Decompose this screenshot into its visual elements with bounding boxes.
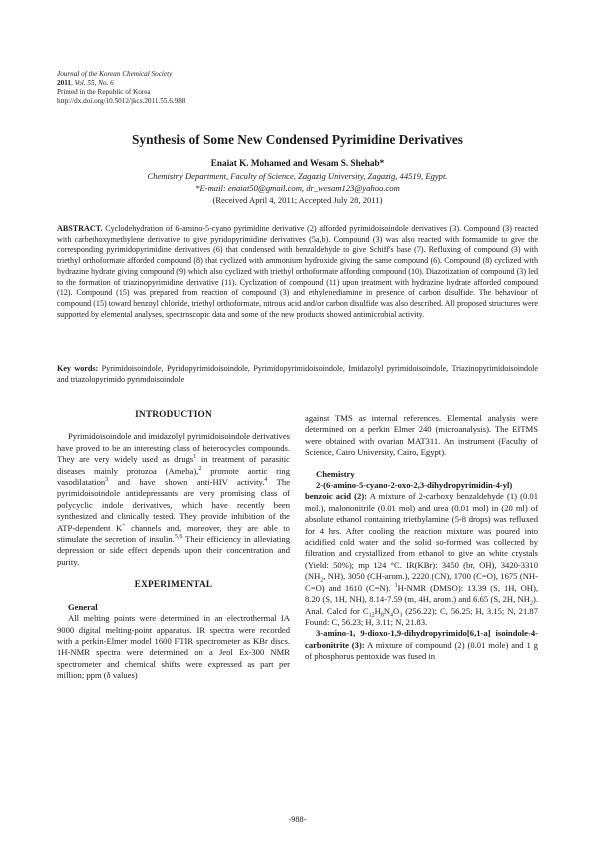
article-title: Synthesis of Some New Condensed Pyrimidine Derivatives xyxy=(132,132,463,147)
compound-2-paragraph: 2-(6-amino-5-cyano-2-oxo-2,3-dihydropyrimidin-4-yl) benzoic acid (2): A mixture of 2-carboxy benzaldehyde (1) (0.01 mol.), malononitrile (0.01 mol) and urea (0.01 mol) in (20 ml) of absolute ethanol containing triethylamine (5-8 drops) was refluxed for 4 hrs. After cooling the reaction mixture was poured into acidified cold water and the solid so-formed was collected by filtration and crystallized from ethanol to give an white crystals (Yield: 50%); mp 124 °C. IR(KBr): 3450 (br, OH), 3420-3310 ($NH_2$, NH), 3050 (CH-arom.), 2220 (CN), 1700 (C=O), 1675 (NH-C=O) and 1610 (C=N). $^1$H-NMR (DMSO): 13.39 (S, 1H, OH), 8.20 (S, 1H, NH), 8.14-7.59 (m, 4H, arom.) and 6.65 (S, 2H, $NH_2$). Anal. Calcd for $C_{12}H_8N_4O_3$ (256.22); C, 56.25; H, 3.15; N, 21.87 Found: C, 56.23; H, 3.11; N, 21.83. xyxy=(305,480,538,627)
left-column xyxy=(57,410,290,682)
compound-2-name: 2-(6-amino-5-cyano-2-oxo-2,3-dihydropyrimidin-4-yl) benzoic acid (2): xyxy=(305,480,513,502)
introduction-heading: INTRODUCTION xyxy=(135,410,212,420)
citation-ref: 2 xyxy=(198,465,202,472)
received-dates: (Received April 4, 2011; Accepted July 28, 2011) xyxy=(212,195,383,205)
journal-volume-issue: Vol. 55, No. 6 xyxy=(74,79,114,87)
article-authors: Enaiat K. Mohamed and Wesam S. Shehab* xyxy=(210,158,385,168)
article-affiliation xyxy=(57,171,538,194)
page-number: -988- xyxy=(288,815,307,824)
right-column xyxy=(305,413,538,663)
affiliation-text: Chemistry Department, Faculty of Science, Zagazig University, Zagazig, 44519, Egypt. xyxy=(147,171,448,181)
citation-ref: 5,6 xyxy=(174,534,183,541)
journal-header xyxy=(57,70,185,106)
author-email: *E-mail: enaiat50@gmail.com, dr_wesam123@yahoo.com xyxy=(195,182,400,193)
abstract-label: ABSTRACT. xyxy=(57,224,103,233)
general-heading: General xyxy=(68,601,98,612)
experimental-heading: EXPERIMENTAL xyxy=(134,580,213,591)
superscript-plus: + xyxy=(122,522,126,529)
keywords-text: Pyrimidoisoindole, Pyridopyrimidoisoindole, Pyrimidopyrimidoisoindole, Imidazolyl pyrimidoisoindole, Triazinopyrimidoisoindole and triazolopyrimido pyrimdoisoindole xyxy=(57,364,538,384)
keywords xyxy=(57,364,538,385)
journal-volume: 2011, Vol. 55, No. 6 xyxy=(57,79,114,87)
compound-3-paragraph: 3-amino-1, 9-dioxo-1,9-dihydropyrimido[6,1-a] isoindole-4-carbonitrite (3): A mixture of compound (2) (0.01 mole) and 1 g of phosphorus pentoxide was fused in xyxy=(305,628,538,662)
compound-3-name: 3-amino-1, 9-dioxo-1,9-dihydropyrimido[6,1-a] isoindole-4-carbonitrite (3): xyxy=(305,628,538,650)
journal-printed: Printed in the Republic of Korea xyxy=(57,88,151,96)
chemistry-heading: Chemistry xyxy=(316,468,355,479)
journal-doi[interactable]: http://dx.doi.org/10.5012/jkcs.2011.55.6.988 xyxy=(57,97,186,105)
general-paragraph-continued: against TMS as internal references. Elemental analysis were determined on a perkin Elmer 240 (microanalysis). The EITMS were obtained with ovarian MAT311. An instrument (Faculty of Science, Cairo University, Cairo, Egypt). xyxy=(305,413,538,458)
introduction-paragraph: Pyrimidoisoindole and imidazolyl pyrimidoisoindole derivatives have proved to be an interesting class of heterocycles compounds. They are very widely used as drugs$^1$ in treatment of parasitic diseases mainly protozoa (Ameba),$^2$ promote aortic ring vasodilatation$^3$ and have shown anti-HIV activity.$^4$ The pyrimidoisoindole antidepressants are very promising class of polycyclic indole derivatives, which have recently been synthesized and clinically tested. They provide inhibition of the ATP-dependent K+ channels and, moreover, they are able to stimulate the secretion of insulin.$^{5,6}$ Their efficiency in alleviating depression or side effect depends upon their concentration and purity. xyxy=(57,431,291,567)
citation-ref: 1 xyxy=(193,454,197,461)
journal-year: 2011 xyxy=(57,79,71,87)
general-paragraph: All melting points were determined in an electrothermal IA 9000 digital melting-point apparatus. IR spectra were recorded with a perkin-Elmer model 1600 FTIR spectrometer as KBr discs. 1H-NMR spectra were determined on a Jeol Ex-300 NMR spectrometer and chemical shifts were expressed as part per million; ppm (δ values) xyxy=(57,613,290,681)
abstract xyxy=(57,224,538,320)
abstract-text: Cyclodehydration of 6-amino-5-cyano pyrimidine derivative (2) afforded pyrimidoisoindole derivatives (3). Compound (3) reacted with carbethoxymethylene derivative to give pyridopyrimidine derivatives (5a,b). Compound (3) was also reacted with formamide to give the corresponding pyrimidopyrimidine derivatives (6) that condensed with benzaldehyde to give Schiff's base (7). Refluxing of compound (3) with triethyl orthoformate afforded compound (8) that cyclized with ammonium hydroxide giving the same compound (6). Compound (8) cyclized with hydrazine hydrate giving compound (9) which also cyclized with triethyl orthoformate affording compound (10). Diazotization of compound (3) led to the formation of triazinopyrimidine derivative (11). Cyclization of compound (11) upon treatment with hydrazine hydrate afforded compound (12). Compound (15) was prepared from reaction of compound (3) and ethylenediamine in presence of carbon disulfide. The behaviour of compound (15) toward benzoyl chloride, triethyl orthoformate, nitrous acid and/or carbon disulfide was also described. All proposed structures were supported by elemental analyses, spectroscopic data and some of the new products showed antimicrobial activity. xyxy=(57,224,538,319)
journal-name: Journal of the Korean Chemical Society xyxy=(57,70,173,78)
citation-ref: 4 xyxy=(264,477,268,484)
keywords-label: Key words: xyxy=(57,364,99,373)
citation-ref: 3 xyxy=(105,477,109,484)
